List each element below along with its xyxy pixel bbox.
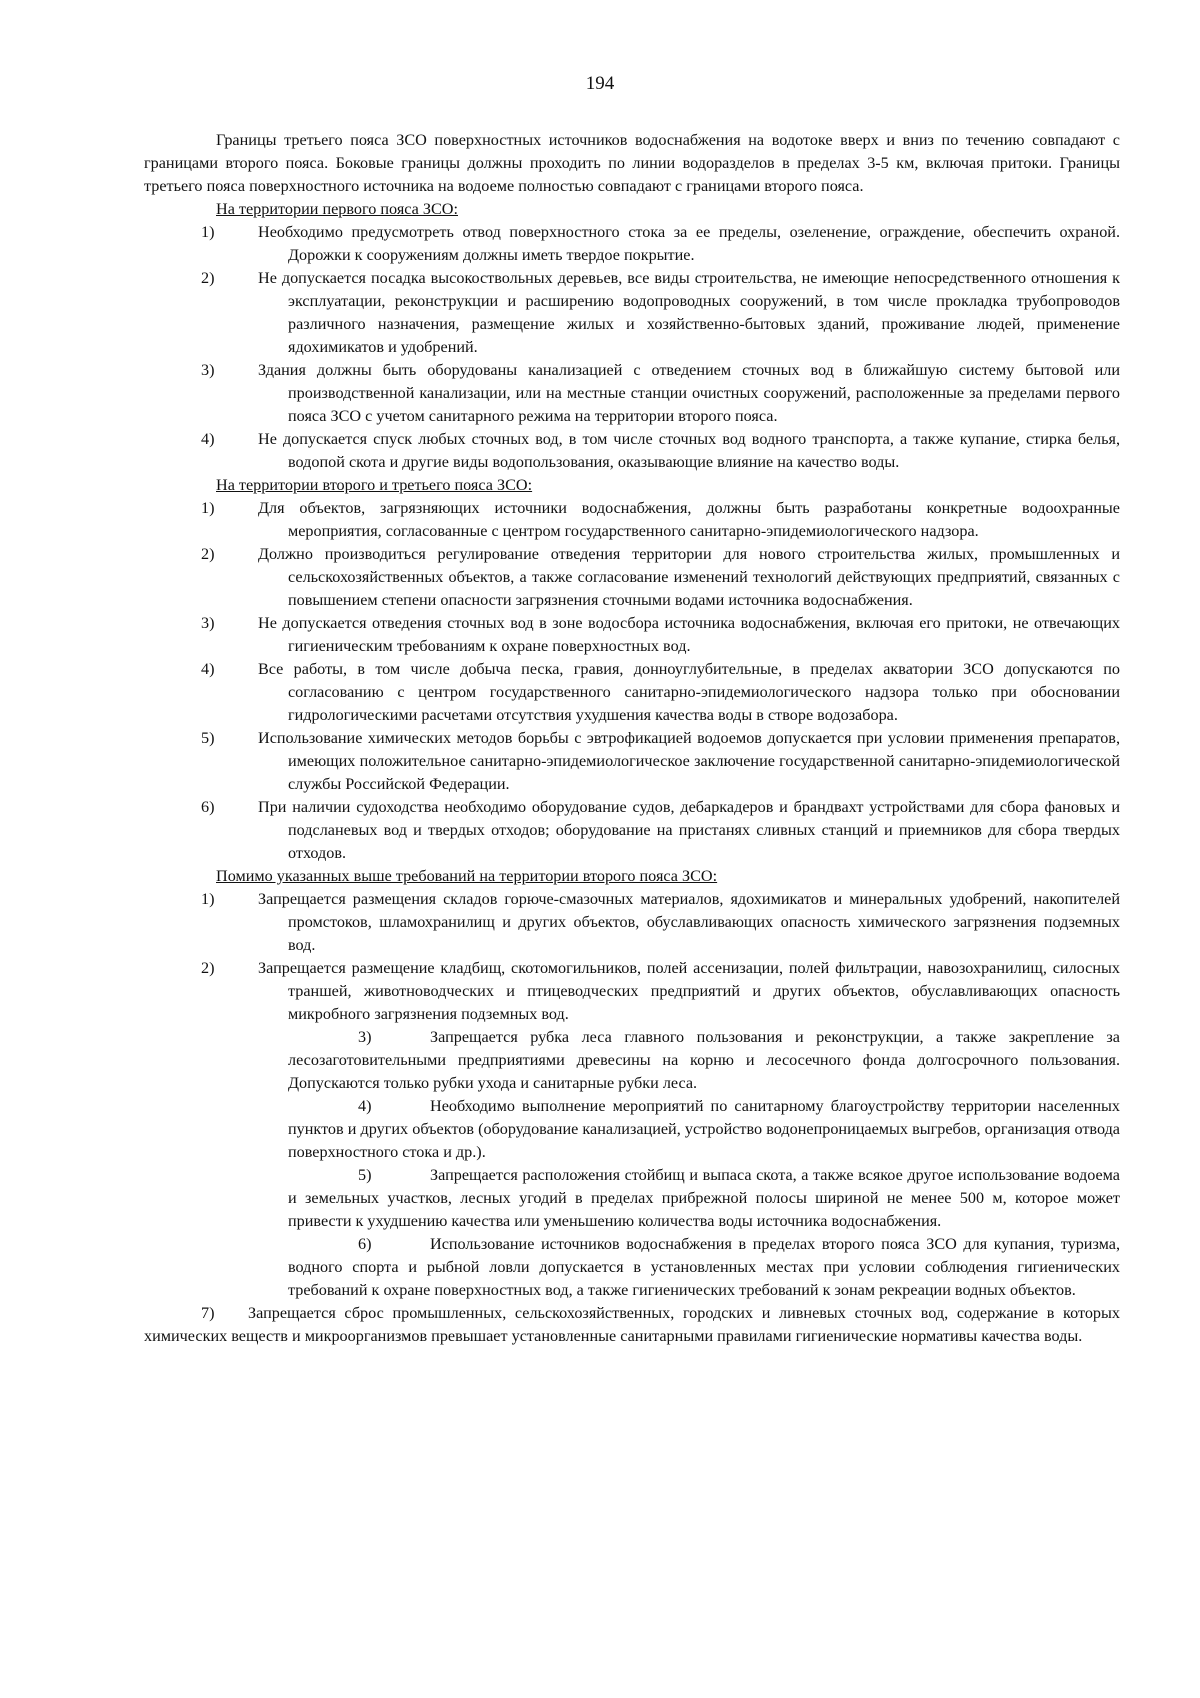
list-item-indented [144,1164,1120,1233]
list-item [144,612,1120,658]
item-number: 5) [358,1166,372,1184]
item-text: Не допускается спуск любых сточных вод, в том числе сточных вод водного транспорта, а также купание, стирка белья, водопой скота и другие виды водопользования, оказывающие влияние на качество воды. [258,430,1120,471]
list-item-indented [144,1233,1120,1302]
page-number: 194 [585,73,615,94]
item-text: Использование источников водоснабжения в пределах второго пояса ЗСО для купания, туризма, водного спорта и рыбной ловли допускается в установленных местах при условии соблюдения гигиенических требований к охране поверхностных вод, а также гигиенических требований к зонам рекреации водных объектов. [288,1235,1120,1299]
list-item [144,658,1120,727]
item-number: 1) [201,223,215,241]
list-item [144,727,1120,796]
list-item [144,428,1120,474]
list-item [144,888,1120,957]
item-number: 2) [201,959,215,977]
item-text: Запрещается расположения стойбищ и выпаса скота, а также всякое другое использование водоема и земельных участков, лесных угодий в пределах прибрежной полосы шириной не менее 500 м, которое может привести к ухудшению качества или уменьшению количества воды источника водоснабжения. [288,1166,1120,1230]
item-number: 2) [201,269,215,287]
item-number: 1) [201,890,215,908]
item-number: 4) [201,430,215,448]
item-text: Необходимо выполнение мероприятий по санитарному благоустройству территории населенных пунктов и других объектов (оборудование канализацией, устройство водонепроницаемых выгребов, организация отвода поверхностного стока и др.). [288,1097,1120,1161]
item-text: Запрещается размещения складов горюче-смазочных материалов, ядохимикатов и минеральных удобрений, накопителей промстоков, шламохранилищ и других объектов, обуславливающих опасность химического загрязнения подземных вод. [258,890,1120,954]
item-text: При наличии судоходства необходимо оборудование судов, дебаркадеров и брандвахт устройствами для сбора фановых и подсланевых вод и твердых отходов; оборудование на пристанях сливных станций и приемников для сбора твердых отходов. [258,798,1120,862]
item-text: Должно производиться регулирование отведения территории для нового строительства жилых, промышленных и сельскохозяйственных объектов, а также согласование изменений технологий действующих предприятий, связанных с повышением степени опасности загрязнения сточными водами источника водоснабжения. [258,545,1120,609]
item-text: Не допускается посадка высокоствольных деревьев, все виды строительства, не имеющие непосредственного отношения к эксплуатации, реконструкции и расширению водопроводных сооружений, в том числе прокладка трубопроводов различного назначения, размещение жилых и хозяйственно-бытовых зданий, проживание людей, применение ядохимикатов и удобрений. [258,269,1120,356]
item-text: Необходимо предусмотреть отвод поверхностного стока за ее пределы, озеленение, ограждение, обеспечить охраной. Дорожки к сооружениям должны иметь твердое покрытие. [258,223,1120,264]
intro-paragraph: Границы третьего пояса ЗСО поверхностных источников водоснабжения на водотоке вверх и вниз по течению совпадают с границами второго пояса. Боковые границы должны проходить по линии водоразделов в пределах 3-5 км, включая притоки. Границы третьего пояса поверхностного источника на водоеме полностью совпадают с границами второго пояса. [144,131,1120,195]
document-body [144,129,1120,1348]
list-item [144,543,1120,612]
item-text: Запрещается сброс промышленных, сельскохозяйственных, городских и ливневых сточных вод, содержание в которых химических веществ и микроорганизмов превышает установленные санитарными правилами гигиенические нормативы качества воды. [144,1304,1120,1345]
section-heading-second-third-belt: На территории второго и третьего пояса ЗСО: [216,476,533,494]
item-number: 1) [201,499,215,517]
item-text: Не допускается отведения сточных вод в зоне водосбора источника водоснабжения, включая его притоки, не отвечающих гигиеническим требованиям к охране поверхностных вод. [258,614,1120,655]
list-item [144,957,1120,1026]
list-item-final [144,1302,1120,1348]
list-item [144,267,1120,359]
item-number: 3) [201,614,215,632]
item-number: 7) [201,1304,215,1322]
item-number: 3) [201,361,215,379]
list-item [144,796,1120,865]
item-text: Использование химических методов борьбы с эвтрофикацией водоемов допускается при условии применения препаратов, имеющих положительное санитарно-эпидемиологическое заключение государственной санитарно-эпидемиологической службы Российской Федерации. [258,729,1120,793]
list-item [144,497,1120,543]
item-text: Здания должны быть оборудованы канализацией с отведением сточных вод в ближайшую систему бытовой или производственной канализации, или на местные станции очистных сооружений, расположенные за пределами первого пояса ЗСО с учетом санитарного режима на территории второго пояса. [258,361,1120,425]
list-item-indented [144,1026,1120,1095]
list-item-indented [144,1095,1120,1164]
item-text: Все работы, в том числе добыча песка, гравия, донноуглубительные, в пределах акватории ЗСО допускаются по согласованию с центром государственного санитарно-эпидемиологического надзора только при обосновании гидрологическими расчетами отсутствия ухудшения качества воды в створе водозабора. [258,660,1120,724]
section-heading-additional-second-belt: Помимо указанных выше требований на территории второго пояса ЗСО: [216,867,718,885]
section-heading-first-belt: На территории первого пояса ЗСО: [216,200,458,218]
item-number: 2) [201,545,215,563]
item-number: 4) [358,1097,372,1115]
list-item [144,221,1120,267]
list-item [144,359,1120,428]
item-number: 4) [201,660,215,678]
item-number: 3) [358,1028,372,1046]
item-text: Запрещается размещение кладбищ, скотомогильников, полей ассенизации, полей фильтрации, навозохранилищ, силосных траншей, животноводческих и птицеводческих предприятий и других объектов, обуславливающих опасность микробного загрязнения подземных вод. [258,959,1120,1023]
item-number: 6) [358,1235,372,1253]
item-text: Для объектов, загрязняющих источники водоснабжения, должны быть разработаны конкретные водоохранные мероприятия, согласованные с центром государственного санитарно-эпидемиологического надзора. [258,499,1120,540]
item-text: Запрещается рубка леса главного пользования и реконструкции, а также закрепление за лесозаготовительными предприятиями древесины на корню и лесосечного фонда долгосрочного пользования. Допускаются только рубки ухода и санитарные рубки леса. [288,1028,1120,1092]
item-number: 6) [201,798,215,816]
item-number: 5) [201,729,215,747]
